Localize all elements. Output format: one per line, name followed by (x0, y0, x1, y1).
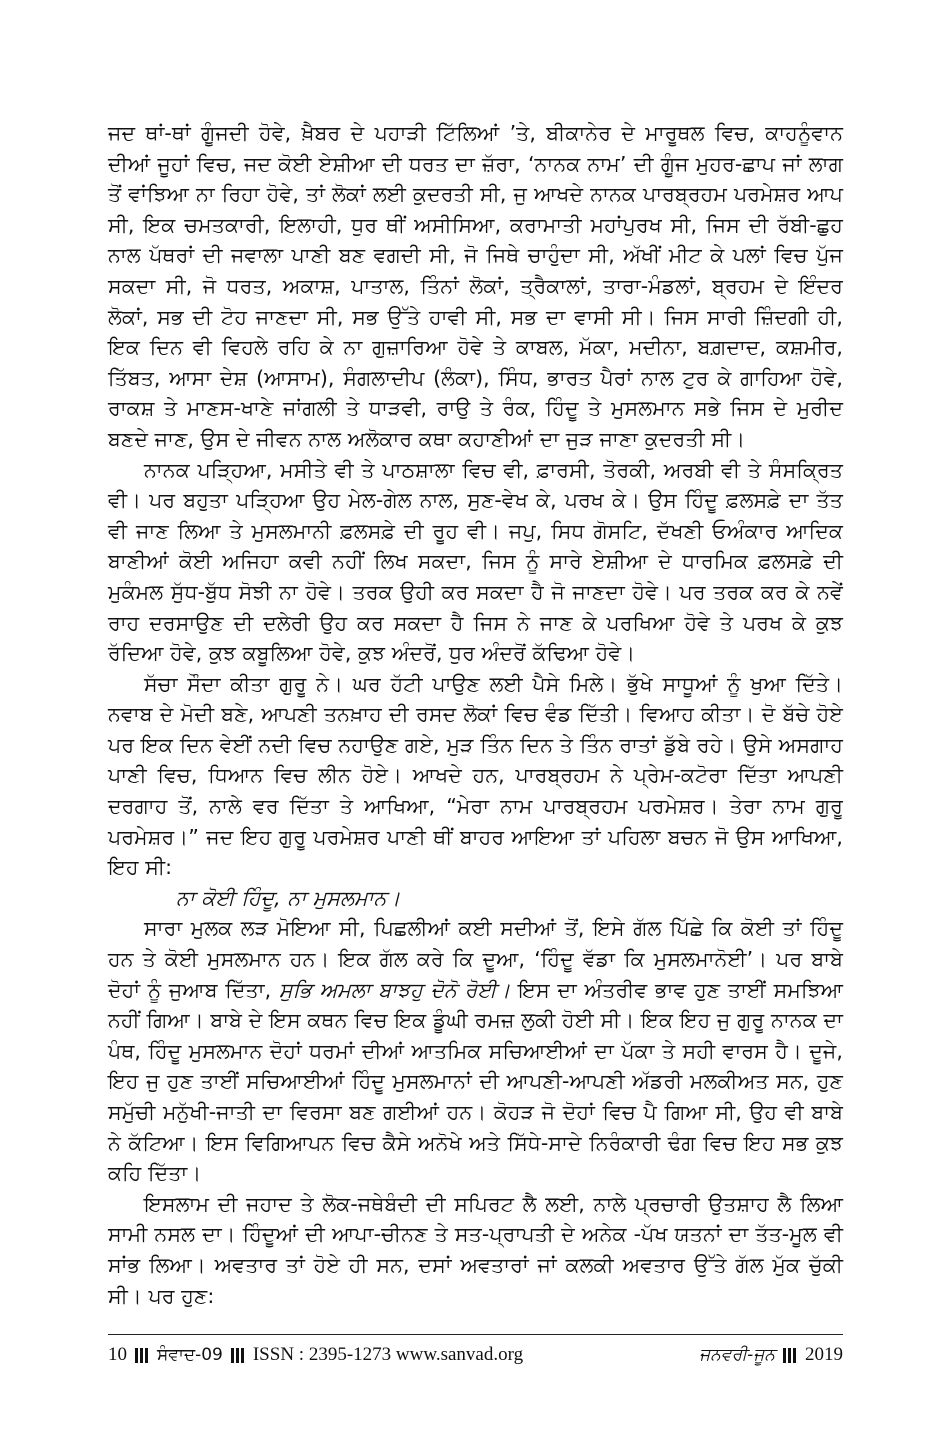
page-footer (108, 1334, 843, 1375)
journal-name: ਸੰਵਾਦ-09 (157, 1345, 223, 1365)
paragraph-5: ਇਸਲਾਮ ਦੀ ਜਹਾਦ ਤੇ ਲੋਕ-ਜਥੇਬੰਦੀ ਦੀ ਸਪਿਰਟ ਲੈ ਲਈ, ਨਾਲੇ ਪ੍ਰਚਾਰੀ ਉਤਸ਼ਾਹ ਲੈ ਲਿਆ ਸਾਮੀ ਨਸਲ ਦਾ। ਹਿੰਦੂਆਂ ਦੀ ਆਪਾ-ਚੀਨਣ ਤੇ ਸਤ-ਪ੍ਰਾਪਤੀ ਦੇ ਅਨੇਕ -ਪੱਖ ਯਤਨਾਂ ਦਾ ਤੱਤ-ਮੂਲ ਵੀ ਸਾਂਭ ਲਿਆ। ਅਵਤਾਰ ਤਾਂ ਹੋਏ ਹੀ ਸਨ, ਦਸਾਂ ਅਵਤਾਰਾਂ ਜਾਂ ਕਲਕੀ ਅਵਤਾਰ ਉੱਤੇ ਗੱਲ ਮੁੱਕ ਚੁੱਕੀ ਸੀ। ਪਰ ਹੁਣ: (108, 1191, 843, 1308)
paragraph-1: ਜਦ ਥਾਂ-ਥਾਂ ਗੂੰਜਦੀ ਹੋਵੇ, ਖ਼ੈਬਰ ਦੇ ਪਹਾੜੀ ਟਿੱਲਿਆਂ ’ਤੇ, ਬੀਕਾਨੇਰ ਦੇ ਮਾਰੂਥਲ ਵਿਚ, ਕਾਹਨੂੰਵਾਨ ਦੀਆਂ ਜੂਹਾਂ ਵਿਚ, ਜਦ ਕੋਈ ਏਸ਼ੀਆ ਦੀ ਧਰਤ ਦਾ ਜ਼ੱਰਾ, ‘ਨਾਨਕ ਨਾਮ’ ਦੀ ਗੂੰਜ ਮੁਹਰ-ਛਾਪ ਜਾਂ ਲਾਗ ਤੋਂ ਵਾਂਝਿਆ ਨਾ ਰਿਹਾ ਹੋਵੇ, ਤਾਂ ਲੋਕਾਂ ਲਈ ਕੁਦਰਤੀ ਸੀ, ਜੁ ਆਖਦੇ ਨਾਨਕ ਪਾਰਬ੍ਰਹਮ ਪਰਮੇਸ਼ਰ ਆਪ ਸੀ, ਇਕ ਚਮਤਕਾਰੀ, ਇਲਾਹੀ, ਧੁਰ ਥੀਂ ਅਸੀਸਿਆ, ਕਰਾਮਾਤੀ ਮਹਾਂਪੁਰਖ ਸੀ, ਜਿਸ ਦੀ ਰੱਬੀ-ਛੁਹ ਨਾਲ ਪੱਥਰਾਂ ਦੀ ਜਵਾਲਾ ਪਾਣੀ ਬਣ ਵਗਦੀ ਸੀ, ਜੋ ਜਿਥੇ ਚਾਹੁੰਦਾ ਸੀ, ਅੱਖੀਂ ਮੀਟ ਕੇ ਪਲਾਂ ਵਿਚ ਪੁੱਜ ਸਕਦਾ ਸੀ, ਜੋ ਧਰਤ, ਅਕਾਸ਼, ਪਾਤਾਲ, ਤਿੰਨਾਂ ਲੋਕਾਂ, ਤ੍ਰੈਕਾਲਾਂ, ਤਾਰਾ-ਮੰਡਲਾਂ, ਬ੍ਰਹਮ ਦੇ ਇੰਦਰ ਲੋਕਾਂ, ਸਭ ਦੀ ਟੋਹ ਜਾਣਦਾ ਸੀ, ਸਭ ਉੱਤੇ ਹਾਵੀ ਸੀ, ਸਭ ਦਾ ਵਾਸੀ ਸੀ। ਜਿਸ ਸਾਰੀ ਜ਼ਿੰਦਗੀ ਹੀ, ਇਕ ਦਿਨ ਵੀ ਵਿਹਲੇ ਰਹਿ ਕੇ ਨਾ ਗੁਜ਼ਾਰਿਆ ਹੋਵੇ ਤੇ ਕਾਬਲ, ਮੱਕਾ, ਮਦੀਨਾ, ਬਗ਼ਦਾਦ, ਕਸ਼ਮੀਰ, ਤਿੱਬਤ, ਆਸਾ ਦੇਸ਼ (ਆਸਾਮ), ਸੰਗਲਾਦੀਪ (ਲੰਕਾ), ਸਿੰਧ, ਭਾਰਤ ਪੈਰਾਂ ਨਾਲ ਟੁਰ ਕੇ ਗਾਹਿਆ ਹੋਵੇ, ਰਾਕਸ਼ ਤੇ ਮਾਣਸ-ਖਾਣੇ ਜਾਂਗਲੀ ਤੇ ਧਾੜਵੀ, ਰਾਉ ਤੇ ਰੰਕ, ਹਿੰਦੂ ਤੇ ਮੁਸਲਮਾਨ ਸਭੇ ਜਿਸ ਦੇ ਮੁਰੀਦ ਬਣਦੇ ਜਾਣ, ਉਸ ਦੇ ਜੀਵਨ ਨਾਲ ਅਲੋਕਾਰ ਕਥਾ ਕਹਾਣੀਆਂ ਦਾ ਜੁੜ ਜਾਣਾ ਕੁਦਰਤੀ ਸੀ। (108, 121, 843, 451)
triple-bar-separator-icon (783, 1348, 797, 1363)
page-number: 10 (108, 1344, 127, 1365)
article-body (108, 118, 843, 1311)
footer-left (108, 1344, 523, 1366)
issue-year: 2019 (805, 1344, 843, 1365)
paragraph-4-text-start: ਸਾਰਾ ਮੁਲਕ ਲੜ ਮੋਇਆ ਸੀ, ਪਿਛਲੀਆਂ ਕਈ ਸਦੀਆਂ ਤੋਂ, ਇਸੇ ਗੱਲ ਪਿੱਛੇ ਕਿ ਕੋਈ ਤਾਂ ਹਿੰਦੂ ਹਨ ਤੇ ਕੋਈ ਮੁਸਲਮਾਨ ਹਨ। ਇਕ ਗੱਲ ਕਰੇ ਕਿ ਦੂਆ, ‘ਹਿੰਦੂ ਵੱਡਾ ਕਿ ਮੁਸਲਮਾਨੋਈ’। ਪਰ ਬਾਬੇ ਦੋਹਾਂ ਨੂੰ ਜੁਆਬ ਦਿੱਤਾ, (108, 916, 843, 1002)
footer-right (699, 1344, 843, 1366)
paragraph-4 (108, 913, 843, 1188)
triple-bar-separator-icon (135, 1348, 149, 1363)
paragraph-3: ਸੱਚਾ ਸੌਦਾ ਕੀਤਾ ਗੁਰੂ ਨੇ। ਘਰ ਹੱਟੀ ਪਾਉਣ ਲਈ ਪੈਸੇ ਮਿਲੇ। ਭੁੱਖੇ ਸਾਧੂਆਂ ਨੂੰ ਖੁਆ ਦਿੱਤੇ। ਨਵਾਬ ਦੇ ਮੋਦੀ ਬਣੇ, ਆਪਣੀ ਤਨਖ਼ਾਹ ਦੀ ਰਸਦ ਲੋਕਾਂ ਵਿਚ ਵੰਡ ਦਿੱਤੀ। ਵਿਆਹ ਕੀਤਾ। ਦੋ ਬੱਚੇ ਹੋਏ ਪਰ ਇਕ ਦਿਨ ਵੇਈਂ ਨਦੀ ਵਿਚ ਨਹਾਉਣ ਗਏ, ਮੁੜ ਤਿੰਨ ਦਿਨ ਤੇ ਤਿੰਨ ਰਾਤਾਂ ਡੁੱਬੇ ਰਹੇ। ਉਸੇ ਅਸਗਾਹ ਪਾਣੀ ਵਿਚ, ਧਿਆਨ ਵਿਚ ਲੀਨ ਹੋਏ। ਆਖਦੇ ਹਨ, ਪਾਰਬ੍ਰਹਮ ਨੇ ਪ੍ਰੇਮ-ਕਟੋਰਾ ਦਿੱਤਾ ਆਪਣੀ ਦਰਗਾਹ ਤੋਂ, ਨਾਲੇ ਵਰ ਦਿੱਤਾ ਤੇ ਆਖਿਆ, “ਮੇਰਾ ਨਾਮ ਪਾਰਬ੍ਰਹਮ ਪਰਮੇਸ਼ਰ। ਤੇਰਾ ਨਾਮ ਗੁਰੂ ਪਰਮੇਸ਼ਰ।” ਜਦ ਇਹ ਗੁਰੂ ਪਰਮੇਸ਼ਰ ਪਾਣੀ ਥੀਂ ਬਾਹਰ ਆਇਆ ਤਾਂ ਪਹਿਲਾ ਬਚਨ ਜੋ ਉਸ ਆਖਿਆ, ਇਹ ਸੀ: (108, 671, 843, 880)
quote-line: ਨਾ ਕੋਈ ਹਿੰਦੂ, ਨਾ ਮੁਸਲਮਾਨ। (176, 885, 401, 910)
paragraph-4-text-end: ਇਸ ਦਾ ਅੰਤਰੀਵ ਭਾਵ ਹੁਣ ਤਾਈਂ ਸਮਝਿਆ ਨਹੀਂ ਗਿਆ। ਬਾਬੇ ਦੇ ਇਸ ਕਥਨ ਵਿਚ ਇਕ ਡੂੰਘੀ ਰਮਜ਼ ਲੁਕੀ ਹੋਈ ਸੀ। ਇਕ ਇਹ ਜੁ ਗੁਰੂ ਨਾਨਕ ਦਾ ਪੰਥ, ਹਿੰਦੂ ਮੁਸਲਮਾਨ ਦੋਹਾਂ ਧਰਮਾਂ ਦੀਆਂ ਆਤਮਿਕ ਸਚਿਆਈਆਂ ਦਾ ਪੱਕਾ ਤੇ ਸਹੀ ਵਾਰਸ ਹੈ। ਦੂਜੇ, ਇਹ ਜੁ ਹੁਣ ਤਾਈਂ ਸਚਿਆਈਆਂ ਹਿੰਦੂ ਮੁਸਲਮਾਨਾਂ ਦੀ ਆਪਣੀ-ਆਪਣੀ ਅੱਡਰੀ ਮਲਕੀਅਤ ਸਨ, ਹੁਣ ਸਮੁੱਚੀ ਮਨੁੱਖੀ-ਜਾਤੀ ਦਾ ਵਿਰਸਾ ਬਣ ਗਈਆਂ ਹਨ। ਕੋਹੜ ਜੋ ਦੋਹਾਂ ਵਿਚ ਪੈ ਗਿਆ ਸੀ, ਉਹ ਵੀ ਬਾਬੇ ਨੇ ਕੱਟਿਆ। ਇਸ ਵਿਗਿਆਪਨ ਵਿਚ ਕੈਸੇ ਅਨੋਖੇ ਅਤੇ ਸਿੱਧੇ-ਸਾਦੇ ਨਿਰੰਕਾਰੀ ਢੰਗ ਵਿਚ ਇਹ ਸਭ ਕੁਝ ਕਹਿ ਦਿੱਤਾ। (108, 977, 844, 1186)
issue-months: ਜਨਵਰੀ-ਜੂਨ (699, 1345, 775, 1365)
issn-and-website: ISSN : 2395-1273 www.sanvad.org (252, 1344, 524, 1365)
paragraph-2: ਨਾਨਕ ਪੜ੍ਹਿਆ, ਮਸੀਤੇ ਵੀ ਤੇ ਪਾਠਸ਼ਾਲਾ ਵਿਚ ਵੀ, ਫ਼ਾਰਸੀ, ਤੋਰਕੀ, ਅਰਬੀ ਵੀ ਤੇ ਸੰਸਕ੍ਰਿਤ ਵੀ। ਪਰ ਬਹੁਤਾ ਪੜ੍ਹਿਆ ਉਹ ਮੇਲ-ਗੇਲ ਨਾਲ, ਸੁਣ-ਵੇਖ ਕੇ, ਪਰਖ ਕੇ। ਉਸ ਹਿੰਦੂ ਫ਼ਲਸਫ਼ੇ ਦਾ ਤੱਤ ਵੀ ਜਾਣ ਲਿਆ ਤੇ ਮੁਸਲਮਾਨੀ ਫ਼ਲਸਫ਼ੇ ਦੀ ਰੂਹ ਵੀ। ਜਪੁ, ਸਿਧ ਗੋਸਟਿ, ਦੱਖਣੀ ਓਅੰਕਾਰ ਆਦਿਕ ਬਾਣੀਆਂ ਕੋਈ ਅਜਿਹਾ ਕਵੀ ਨਹੀਂ ਲਿਖ ਸਕਦਾ, ਜਿਸ ਨੂੰ ਸਾਰੇ ਏਸ਼ੀਆ ਦੇ ਧਾਰਮਿਕ ਫ਼ਲਸਫ਼ੇ ਦੀ ਮੁਕੰਮਲ ਸੁੱਧ-ਬੁੱਧ ਸੋਝੀ ਨਾ ਹੋਵੇ। ਤਰਕ ਉਹੀ ਕਰ ਸਕਦਾ ਹੈ ਜੋ ਜਾਣਦਾ ਹੋਵੇ। ਪਰ ਤਰਕ ਕਰ ਕੇ ਨਵੇਂ ਰਾਹ ਦਰਸਾਉਣ ਦੀ ਦਲੇਰੀ ਉਹ ਕਰ ਸਕਦਾ ਹੈ ਜਿਸ ਨੇ ਜਾਣ ਕੇ ਪਰਖਿਆ ਹੋਵੇ ਤੇ ਪਰਖ ਕੇ ਕੁਝ ਰੱਦਿਆ ਹੋਵੇ, ਕੁਝ ਕਬੂਲਿਆ ਹੋਵੇ, ਕੁਝ ਅੰਦਰੋਂ, ਧੁਰ ਅੰਦਰੋਂ ਕੱਢਿਆ ਹੋਵੇ। (108, 457, 843, 666)
triple-bar-separator-icon (231, 1348, 245, 1363)
paragraph-4-quote: ਸੁਭਿ ਅਮਲਾ ਬਾਝਹੁ ਦੋਨੋ ਰੋਈ। (278, 977, 511, 1002)
